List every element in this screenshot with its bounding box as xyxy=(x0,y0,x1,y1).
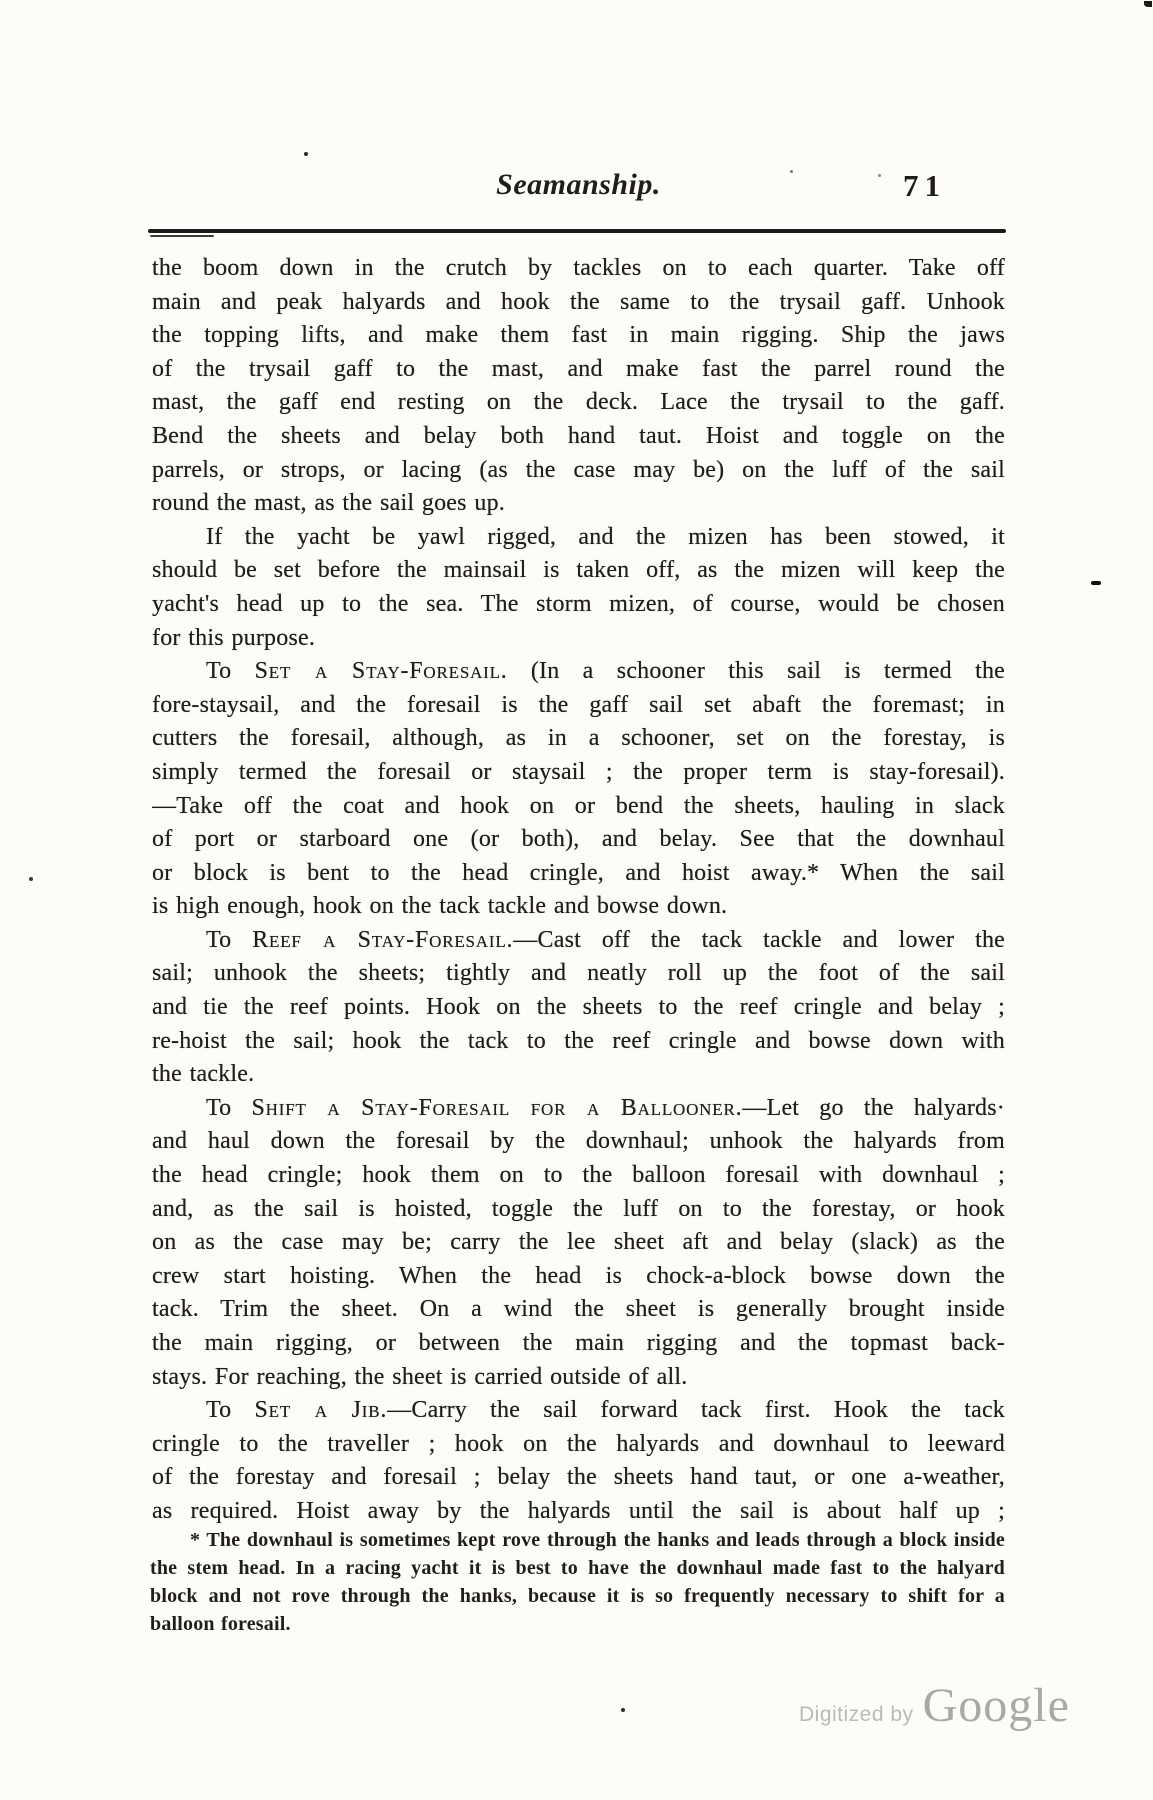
body-line: of the trysail gaff to the mast, and make fast the parrel round the xyxy=(152,355,1005,382)
paragraph xyxy=(152,521,1005,655)
footnote-line: the stem head. In a racing yacht it is best to have the downhaul made fast to the halyard xyxy=(150,1557,1005,1579)
ink-speck xyxy=(621,1708,625,1712)
body-line: Bend the sheets and belay both hand taut. Hoist and toggle on the xyxy=(152,422,1005,449)
body-line: the main rigging, or between the main rigging and the topmast back- xyxy=(152,1330,1005,1356)
body-line: To Shift a Stay-Foresail for a Ballooner.—Let go the halyards· xyxy=(206,1094,1005,1121)
paragraph xyxy=(152,655,1005,924)
body-line: as required. Hoist away by the halyards until the sail is about half up ; xyxy=(152,1497,1005,1524)
footnote xyxy=(150,1526,1005,1638)
body-line: To Set a Stay-Foresail. (In a schooner this sail is termed the xyxy=(206,658,1005,685)
page-number: 71 xyxy=(903,168,946,203)
ink-speck xyxy=(29,877,33,881)
body-line: To Reef a Stay-Foresail.—Cast off the tack tackle and lower the xyxy=(206,926,1005,953)
footnote-line: * The downhaul is sometimes kept rove through the hanks and leads through a block inside xyxy=(190,1529,1005,1551)
body-line: the boom down in the crutch by tackles on to each quarter. Take off xyxy=(152,255,1005,281)
google-logo-text: Google xyxy=(922,1679,1070,1732)
body-line: should be set before the mainsail is taken off, as the mizen will keep the xyxy=(152,557,1005,584)
digitized-by-label: Digitized by xyxy=(799,1703,914,1726)
body-line: To Set a Jib.—Carry the sail forward tack first. Hook the tack xyxy=(206,1397,1005,1424)
body-line: sail; unhook the sheets; tightly and neatly roll up the foot of the sail xyxy=(152,960,1005,987)
ink-speck xyxy=(1091,581,1101,585)
body-line: main and peak halyards and hook the same to the trysail gaff. Unhook xyxy=(152,288,1005,315)
body-line: cutters the foresail, although, as in a schooner, set on the forestay, is xyxy=(152,725,1005,752)
body-line: and, as the sail is hoisted, toggle the luff on to the forestay, or hook xyxy=(152,1195,1005,1222)
paragraph xyxy=(152,1394,1005,1528)
body-line: round the mast, as the sail goes up. xyxy=(152,490,505,517)
body-line: parrels, or strops, or lacing (as the case may be) on the luff of the sail xyxy=(152,456,1005,483)
body-line: of the forestay and foresail ; belay the sheets hand taut, or one a-weather, xyxy=(152,1464,1005,1491)
body-line: on as the case may be; carry the lee sheet aft and belay (slack) as the xyxy=(152,1229,1005,1256)
body-line: yacht's head up to the sea. The storm mizen, of course, would be chosen xyxy=(152,590,1005,617)
body-line: re-hoist the sail; hook the tack to the reef cringle and bowse down with xyxy=(152,1027,1005,1054)
body-line: stays. For reaching, the sheet is carried outside of all. xyxy=(152,1363,688,1390)
body-line: If the yacht be yawl rigged, and the mizen has been stowed, it xyxy=(206,523,1005,550)
ink-speck xyxy=(1144,1,1152,7)
body-line: the tackle. xyxy=(152,1061,255,1088)
page-body xyxy=(152,252,1005,1529)
google-watermark xyxy=(799,1678,1070,1733)
ink-speck xyxy=(790,170,793,173)
body-line: the topping lifts, and make them fast in main rigging. Ship the jaws xyxy=(152,322,1005,349)
body-line: and tie the reef points. Hook on the sheets to the reef cringle and belay ; xyxy=(152,994,1005,1021)
paragraph xyxy=(152,1092,1005,1394)
body-line: for this purpose. xyxy=(152,624,316,651)
header-rule xyxy=(148,229,1006,233)
body-line: is high enough, hook on the tack tackle and bowse down. xyxy=(152,893,728,920)
ink-speck xyxy=(878,174,881,177)
body-line: cringle to the traveller ; hook on the halyards and downhaul to leeward xyxy=(152,1430,1005,1457)
header-rule-tail xyxy=(150,235,214,237)
body-line: —Take off the coat and hook on or bend the sheets, hauling in slack xyxy=(152,792,1005,819)
body-line: mast, the gaff end resting on the deck. Lace the trysail to the gaff. xyxy=(152,389,1005,416)
page-header-title: Seamanship. xyxy=(496,168,661,201)
body-line: of port or starboard one (or both), and belay. See that the downhaul xyxy=(152,826,1005,853)
body-line: or block is bent to the head cringle, and hoist away.* When the sail xyxy=(152,859,1005,886)
body-line: the head cringle; hook them on to the balloon foresail with downhaul ; xyxy=(152,1162,1005,1189)
body-line: crew start hoisting. When the head is chock-a-block bowse down the xyxy=(152,1262,1005,1289)
ink-speck xyxy=(304,152,308,156)
paragraph xyxy=(152,252,1005,521)
paragraph xyxy=(152,924,1005,1092)
body-line: and haul down the foresail by the downhaul; unhook the halyards from xyxy=(152,1128,1005,1155)
body-line: tack. Trim the sheet. On a wind the sheet is generally brought inside xyxy=(152,1296,1005,1323)
footnote-line: block and not rove through the hanks, because it is so frequently necessary to shift for a xyxy=(150,1585,1005,1607)
footnote-line: balloon foresail. xyxy=(150,1613,291,1635)
body-line: simply termed the foresail or staysail ; the proper term is stay-foresail). xyxy=(152,758,1005,785)
body-line: fore-staysail, and the foresail is the gaff sail set abaft the foremast; in xyxy=(152,691,1005,718)
